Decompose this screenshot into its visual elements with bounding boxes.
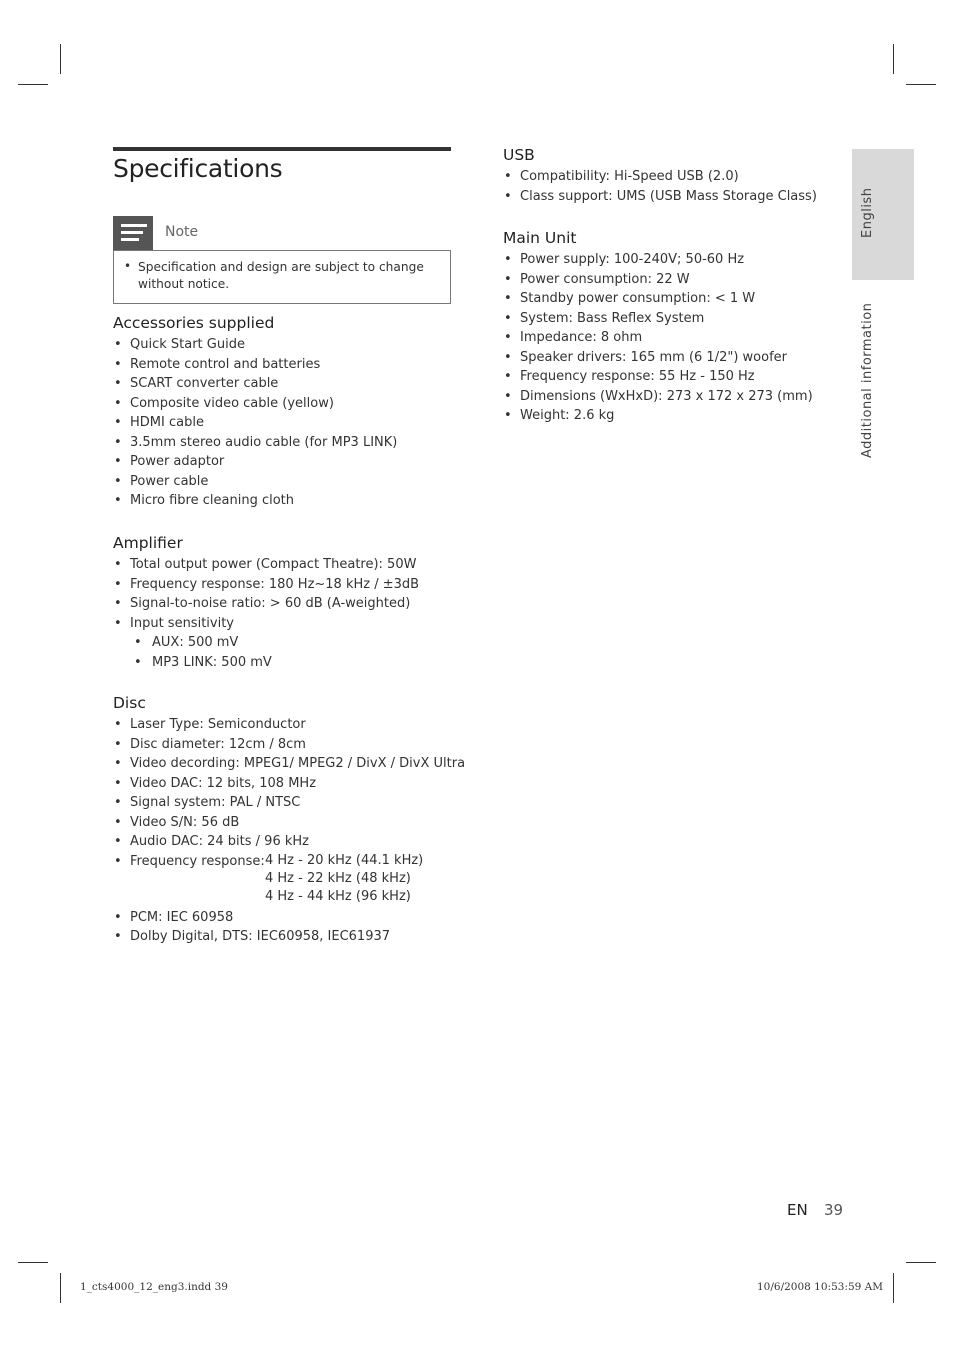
list-item: • Video DAC: 12 bits, 108 MHz: [113, 774, 465, 794]
list-item: • Power cable: [113, 472, 397, 492]
list-item: • Power adaptor: [113, 452, 397, 472]
list-item: • Remote control and batteries: [113, 355, 397, 375]
main-unit-heading: Main Unit: [503, 229, 577, 247]
side-tab-language-label: English: [860, 187, 875, 238]
freq-value: 4 Hz - 22 kHz (48 kHz): [265, 870, 411, 886]
list-item: • Total output power (Compact Theatre): 50W: [113, 555, 419, 575]
note-header: [113, 216, 451, 250]
page-number: 39: [824, 1201, 844, 1219]
list-item: • Signal system: PAL / NTSC: [113, 793, 465, 813]
list-item: • Compatibility: Hi-Speed USB (2.0): [503, 167, 817, 187]
crop-mark: [893, 1273, 894, 1303]
disc-heading: Disc: [113, 694, 146, 712]
footer-timestamp: 10/6/2008 10:53:59 AM: [757, 1281, 884, 1293]
main-unit-section: [503, 229, 813, 426]
freq-value: 4 Hz - 44 kHz (96 kHz): [265, 888, 411, 904]
list-subitem: • AUX: 500 mV: [113, 633, 419, 653]
list-item: • Power consumption: 22 W: [503, 270, 813, 290]
page-lang: EN: [787, 1201, 808, 1219]
list-item: • Standby power consumption: < 1 W: [503, 289, 813, 309]
main-unit-list: [503, 250, 813, 426]
title-rule: [113, 147, 451, 151]
list-item: • Class support: UMS (USB Mass Storage Class): [503, 187, 817, 207]
list-subitem: • MP3 LINK: 500 mV: [113, 653, 419, 673]
amplifier-section: [113, 534, 419, 672]
side-tab-section-label: Additional information: [860, 302, 875, 458]
list-item: • Dolby Digital, DTS: IEC60958, IEC61937: [113, 927, 465, 947]
list-item: • Input sensitivity: [113, 614, 419, 634]
usb-section: [503, 146, 817, 206]
crop-mark: [18, 84, 48, 85]
crop-mark: [18, 1262, 48, 1263]
list-item: • Speaker drivers: 165 mm (6 1/2") woofer: [503, 348, 813, 368]
list-item: • Signal-to-noise ratio: > 60 dB (A-weighted): [113, 594, 419, 614]
note-label: Note: [165, 224, 199, 240]
list-item: • Video S/N: 56 dB: [113, 813, 465, 833]
page-title: Specifications: [113, 154, 283, 183]
note-text: Specification and design are subject to change without notice.: [138, 260, 424, 291]
list-item: • HDMI cable: [113, 413, 397, 433]
usb-heading: USB: [503, 146, 535, 164]
crop-mark: [60, 1273, 61, 1303]
list-item: • Quick Start Guide: [113, 335, 397, 355]
list-item: • 3.5mm stereo audio cable (for MP3 LINK): [113, 433, 397, 453]
list-item: • Micro fibre cleaning cloth: [113, 491, 397, 511]
crop-mark: [60, 44, 61, 74]
list-item: • Weight: 2.6 kg: [503, 406, 813, 426]
list-item: • Composite video cable (yellow): [113, 394, 397, 414]
list-item: • Laser Type: Semiconductor: [113, 715, 465, 735]
note-box: [113, 250, 451, 304]
disc-section: [113, 694, 465, 947]
accessories-list: [113, 335, 397, 511]
disc-list: [113, 715, 465, 947]
list-item: • Frequency response: 55 Hz - 150 Hz: [503, 367, 813, 387]
list-item: • Impedance: 8 ohm: [503, 328, 813, 348]
usb-list: [503, 167, 817, 206]
freq-label: Frequency response:: [130, 853, 265, 869]
footer-file: 1_cts4000_12_eng3.indd 39: [80, 1281, 228, 1293]
list-item: • System: Bass Reflex System: [503, 309, 813, 329]
note-block: [113, 216, 451, 304]
note-lines-icon: [113, 216, 153, 250]
crop-mark: [906, 84, 936, 85]
note-bullet: •: [124, 259, 132, 273]
list-item: • Audio DAC: 24 bits / 96 kHz: [113, 832, 465, 852]
amplifier-list: [113, 555, 419, 672]
freq-value: 4 Hz - 20 kHz (44.1 kHz): [265, 852, 424, 868]
crop-mark: [906, 1262, 936, 1263]
list-item: • SCART converter cable: [113, 374, 397, 394]
accessories-section: [113, 314, 397, 511]
list-item: • Disc diameter: 12cm / 8cm: [113, 735, 465, 755]
list-item: • Frequency response: 180 Hz~18 kHz / ±3dB: [113, 575, 419, 595]
list-item: • Power supply: 100-240V; 50-60 Hz: [503, 250, 813, 270]
accessories-heading: Accessories supplied: [113, 314, 275, 332]
list-item-frequency-response: [113, 852, 465, 908]
list-item: • Dimensions (WxHxD): 273 x 172 x 273 (mm): [503, 387, 813, 407]
amplifier-heading: Amplifier: [113, 534, 183, 552]
list-item: • Video decording: MPEG1/ MPEG2 / DivX / DivX Ultra: [113, 754, 465, 774]
freq-values: [265, 852, 423, 906]
list-item: • PCM: IEC 60958: [113, 908, 465, 928]
crop-mark: [893, 44, 894, 74]
